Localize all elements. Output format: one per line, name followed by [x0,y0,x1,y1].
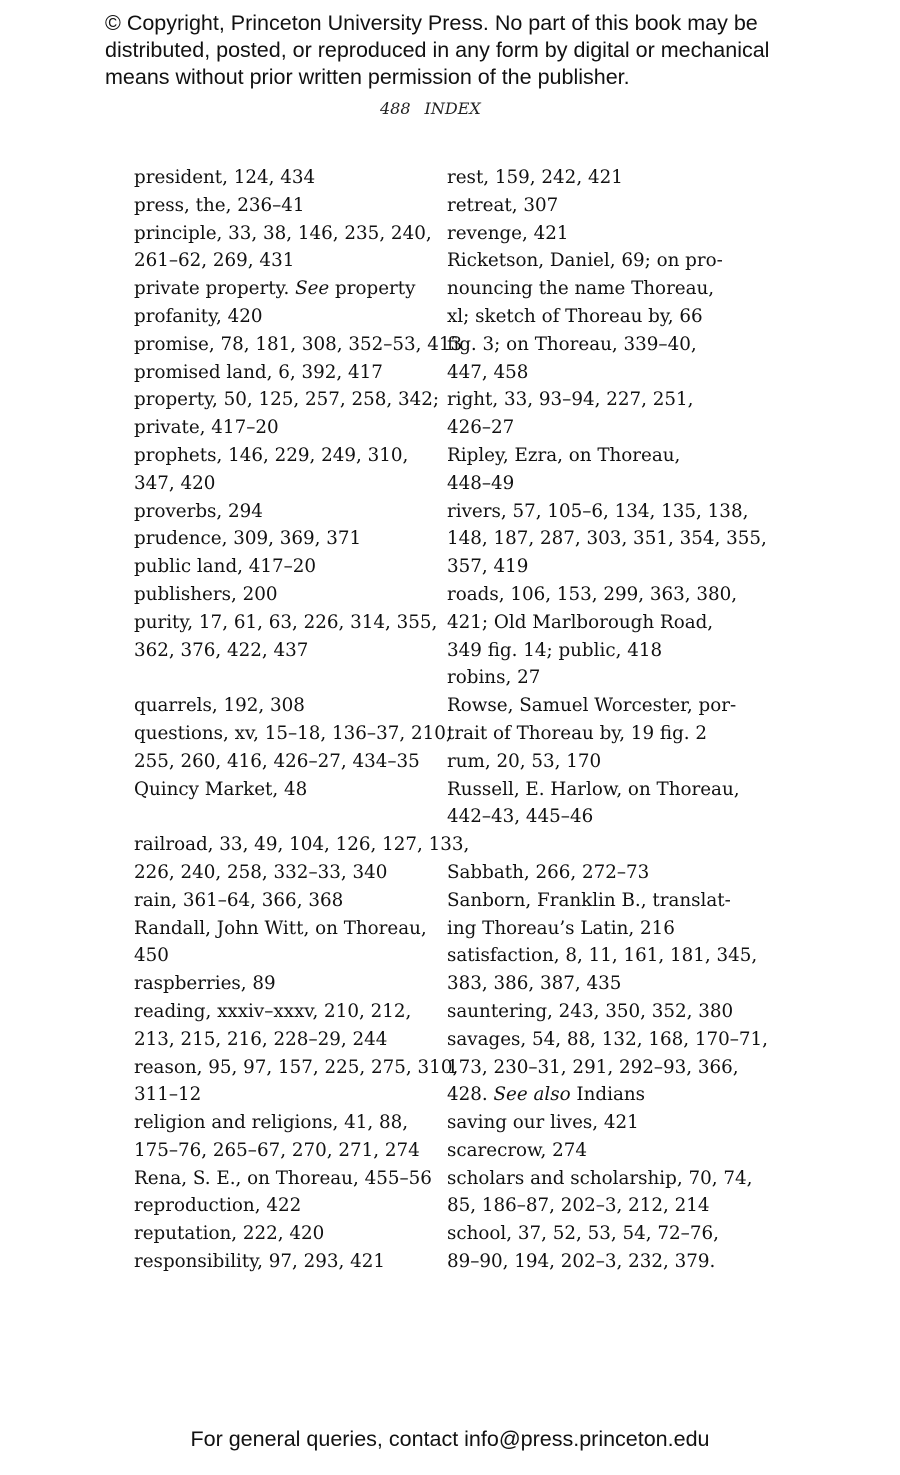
index-entry [447,1109,767,1137]
entry-text: 426–27 [447,417,515,439]
entry-text: Sanborn, Franklin B., translat- [447,889,731,911]
index-entry [447,386,767,414]
index-entry-continuation [447,470,767,498]
entry-text-after: Indians [570,1084,646,1106]
entry-text: fig. 3; on Thoreau, 339–40, [447,333,697,355]
entry-text: 261–62, 269, 431 [134,250,295,272]
index-entry [134,553,434,581]
index-entry [134,386,440,414]
index-entry [134,275,434,303]
entry-text: rum, 20, 53, 170 [447,750,602,772]
index-entry [134,887,434,915]
entry-text: Rowse, Samuel Worcester, por- [447,695,737,717]
entry-text: president, 124, 434 [134,167,316,188]
entry-text: Rena, S. E., on Thoreau, 455–56 [134,1167,432,1189]
cross-reference: See [295,278,330,300]
index-entry [447,1220,767,1248]
entry-text: saving our lives, 421 [447,1112,639,1134]
entry-text: retreat, 307 [447,194,559,216]
entry-text: 447, 458 [447,361,529,383]
index-entry-continuation [447,637,767,665]
index-entry [134,915,434,943]
index-entry-continuation [447,553,767,581]
entry-text: profanity, 420 [134,305,263,327]
index-entry [447,442,767,470]
index-column-left [134,164,470,1276]
index-entry-continuation [134,1081,434,1109]
index-entry [447,192,767,220]
index-entry [134,1192,434,1220]
entry-text: robins, 27 [447,667,541,689]
entry-text: publishers, 200 [134,583,278,605]
entry-text: scholars and scholarship, 70, 74, [447,1167,753,1189]
index-entry-continuation [447,609,767,637]
index-entry [447,581,767,609]
index-entry [447,887,767,915]
entry-text: press, the, 236–41 [134,194,305,216]
entry-text: nouncing the name Thoreau, [447,278,715,300]
index-entry-continuation [447,331,767,359]
cross-reference: See also [493,1084,571,1106]
index-entry [134,192,434,220]
index-entry [447,1137,767,1165]
entry-text: Randall, John Witt, on Thoreau, [134,917,427,939]
index-entry [134,1248,434,1276]
index-entry [134,998,434,1026]
entry-text: roads, 106, 153, 299, 363, 380, [447,583,738,605]
index-entry [447,942,767,970]
entry-text: principle, 33, 38, 146, 235, 240, [134,222,432,244]
index-entry [134,1054,459,1082]
index-entry [447,1165,767,1193]
entry-text: Russell, E. Harlow, on Thoreau, [447,778,740,800]
entry-text: 213, 215, 216, 228–29, 244 [134,1028,388,1050]
entry-text: prophets, 146, 229, 249, 310, [134,444,409,466]
index-entry-continuation [447,1192,767,1220]
entry-text: 226, 240, 258, 332–33, 340 [134,861,388,883]
index-entry [134,692,434,720]
index-entry [447,164,767,192]
index-entry-continuation [447,970,767,998]
entry-text: 89–90, 194, 202–3, 232, 379. [447,1251,716,1273]
entry-text: rest, 159, 242, 421 [447,167,623,188]
index-entry-continuation [447,1248,767,1276]
index-entry-continuation [134,748,434,776]
index-entry-continuation [134,859,434,887]
index-entry [447,498,767,526]
index-entry [134,498,434,526]
entry-text: promised land, 6, 392, 417 [134,361,383,383]
index-entry-continuation [134,942,434,970]
entry-text: xl; sketch of Thoreau by, 66 [447,305,703,327]
index-entry [447,1026,767,1054]
entry-text: satisfaction, 8, 11, 161, 181, 345, [447,945,758,967]
entry-text: 148, 187, 287, 303, 351, 354, 355, [447,528,767,550]
entry-text: 311–12 [134,1084,202,1106]
entry-text: 255, 260, 416, 426–27, 434–35 [134,750,420,772]
entry-text: questions, xv, 15–18, 136–37, 210, [134,722,452,744]
index-entry-continuation [447,414,767,442]
index-entry-continuation [134,247,434,275]
index-entry [447,998,767,1026]
index-entry-continuation [447,303,767,331]
index-entry-continuation [447,1081,767,1109]
entry-text: 442–43, 445–46 [447,806,594,828]
entry-text: Ricketson, Daniel, 69; on pro- [447,250,723,272]
entry-text: rain, 361–64, 366, 368 [134,889,344,911]
index-entry-continuation [447,1054,767,1082]
index-entry-continuation [447,915,767,943]
entry-text: purity, 17, 61, 63, 226, 314, 355, [134,611,438,633]
index-entry [447,776,767,804]
index-entry [447,748,767,776]
index-entry [134,581,434,609]
entry-text: Ripley, Ezra, on Thoreau, [447,444,681,466]
entry-text: revenge, 421 [447,222,569,244]
entry-text: 450 [134,945,169,967]
page-number: 488 [380,99,411,118]
entry-text: 428. [447,1084,494,1106]
entry-text: 85, 186–87, 202–3, 212, 214 [447,1195,710,1217]
index-entry-continuation [134,1137,434,1165]
entry-text: responsibility, 97, 293, 421 [134,1251,386,1273]
index-entry [447,220,767,248]
entry-text: 173, 230–31, 291, 292–93, 366, [447,1056,739,1078]
entry-text: 349 fig. 14; public, 418 [447,639,663,661]
index-entry-continuation [447,525,767,553]
entry-text: property, 50, 125, 257, 258, 342; [134,389,440,411]
index-entry [447,247,767,275]
entry-text: proverbs, 294 [134,500,263,522]
entry-text: 421; Old Marlborough Road, [447,611,714,633]
entry-text: reputation, 222, 420 [134,1223,325,1245]
index-entry [134,1220,434,1248]
index-column-right [447,164,767,1276]
entry-text: right, 33, 93–94, 227, 251, [447,389,694,411]
entry-text: promise, 78, 181, 308, 352–53, 413 [134,333,463,355]
entry-text: quarrels, 192, 308 [134,695,305,717]
index-entry [134,220,434,248]
index-entry [134,331,463,359]
index-entry [134,831,470,859]
running-head [380,99,481,118]
entry-text: railroad, 33, 49, 104, 126, 127, 133, [134,834,470,856]
index-entry [134,1109,434,1137]
entry-text: Quincy Market, 48 [134,778,308,800]
index-entry [447,692,767,720]
index-entry-continuation [447,275,767,303]
entry-text: 362, 376, 422, 437 [134,639,309,661]
index-entry-continuation [447,720,767,748]
index-entry [134,442,434,470]
entry-text: 347, 420 [134,472,216,494]
index-entry-continuation [134,470,434,498]
entry-text: reading, xxxiv–xxxv, 210, 212, [134,1000,412,1022]
index-entry [447,859,767,887]
index-entry-continuation [447,803,767,831]
index-entry [134,776,434,804]
entry-text: rivers, 57, 105–6, 134, 135, 138, [447,500,749,522]
entry-text: 175–76, 265–67, 270, 271, 274 [134,1139,420,1161]
entry-text: savages, 54, 88, 132, 168, 170–71, [447,1028,768,1050]
index-entry [134,970,434,998]
entry-text: public land, 417–20 [134,556,317,578]
entry-text: ing Thoreau’s Latin, 216 [447,917,675,939]
entry-text: scarecrow, 274 [447,1139,588,1161]
entry-text: school, 37, 52, 53, 54, 72–76, [447,1223,719,1245]
entry-text: prudence, 309, 369, 371 [134,528,362,550]
entry-text: sauntering, 243, 350, 352, 380 [447,1000,734,1022]
index-entry [447,664,767,692]
index-entry [134,609,438,637]
index-entry [134,359,434,387]
index-entry-continuation [134,1026,434,1054]
index-entry [134,164,434,192]
index-entry-continuation [134,414,434,442]
index-entry [134,1165,434,1193]
entry-text: 448–49 [447,472,515,494]
footer-contact: For general queries, contact info@press.princeton.edu [190,1427,710,1451]
index-entry [134,303,434,331]
entry-text: private, 417–20 [134,417,279,439]
entry-text: reason, 95, 97, 157, 225, 275, 310, [134,1056,459,1078]
entry-text: private property. [134,278,296,300]
index-entry-continuation [447,359,767,387]
index-entry-continuation [134,637,434,665]
copyright-notice: © Copyright, Princeton University Press. No part of this book may be distributed, posted, or reproduced in any form by digital or mechanical means without prior written permission of the publisher. [105,11,770,89]
index-entry [134,525,434,553]
entry-text: Sabbath, 266, 272–73 [447,861,650,883]
index-entry [134,720,452,748]
entry-text: trait of Thoreau by, 19 fig. 2 [447,722,708,744]
entry-text: 357, 419 [447,556,529,578]
entry-text: 383, 386, 387, 435 [447,973,622,995]
entry-text: raspberries, 89 [134,973,276,995]
entry-text-after: property [329,278,416,300]
section-title: INDEX [424,99,481,118]
entry-text: religion and religions, 41, 88, [134,1112,409,1134]
entry-text: reproduction, 422 [134,1195,302,1217]
